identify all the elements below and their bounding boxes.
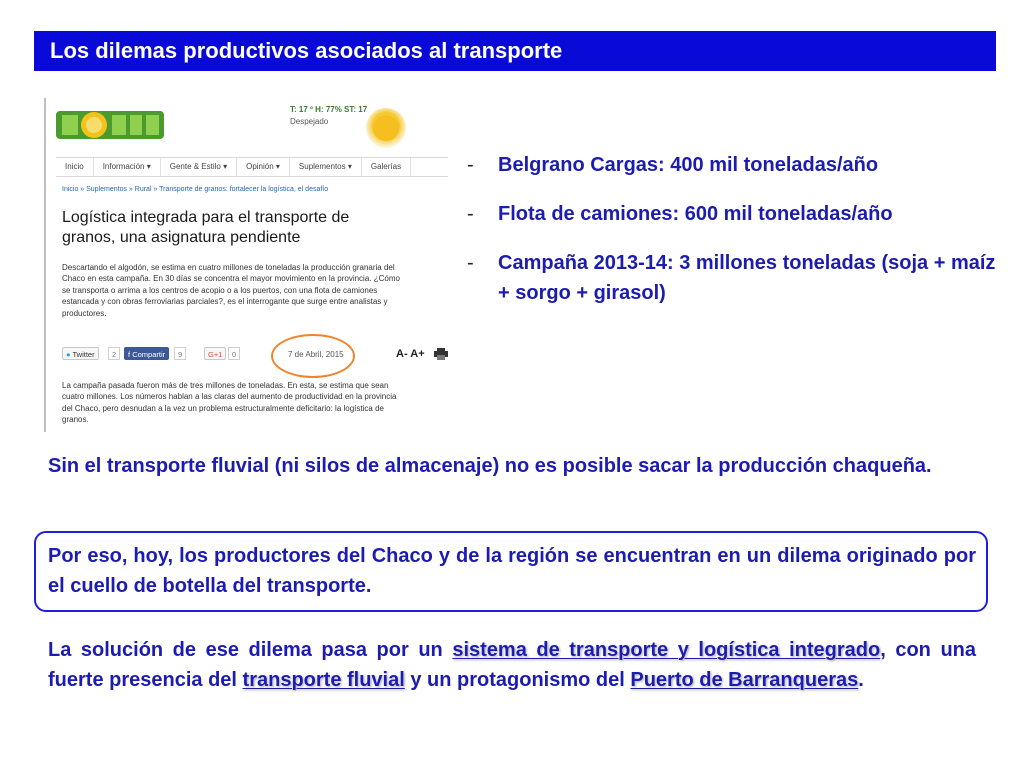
printer-icon[interactable] xyxy=(434,348,448,360)
gplus-button[interactable]: G+1 xyxy=(204,347,226,360)
highlight-transporte-fluvial: transporte fluvial xyxy=(242,669,405,691)
social-bar xyxy=(62,346,434,364)
bullet-text: Flota de camiones: 600 mil toneladas/año xyxy=(498,203,893,225)
bullet-dash: - xyxy=(467,154,474,176)
weather-widget xyxy=(290,104,367,128)
twitter-icon: ● xyxy=(66,350,71,359)
facebook-button[interactable] xyxy=(124,347,169,360)
facebook-label: Compartir xyxy=(132,350,166,359)
weather-temps: T: 17 º H: 77% ST: 17 xyxy=(290,105,368,114)
paragraph-solucion xyxy=(48,635,976,695)
nav-item-galerias[interactable]: Galerías xyxy=(362,158,411,176)
bullet-campana xyxy=(467,248,997,308)
slide-title: Los dilemas productivos asociados al transporte xyxy=(34,31,996,71)
date-highlight-circle xyxy=(271,334,355,378)
nav-item-gente-estilo[interactable]: Gente & Estilo ▾ xyxy=(161,158,237,176)
bullet-flota-camiones xyxy=(467,199,997,229)
paragraph-dilema: Por eso, hoy, los productores del Chaco y de la región se encuentran en un dilema originado por el cuello de botella del transporte. xyxy=(48,545,976,597)
breadcrumb[interactable]: Inicio » Suplementos » Rural » Transporte de granos: fortalecer la logística, el desafío xyxy=(62,186,329,193)
highlight-sistema-transporte: sistema de transporte y logística integrado xyxy=(452,639,881,661)
news-nav-bar xyxy=(56,157,448,177)
stats-list xyxy=(467,150,997,327)
paragraph-transporte-fluvial: Sin el transporte fluvial (ni silos de almacenaje) no es posible sacar la producción chaqueña. xyxy=(48,455,932,477)
norte-logo xyxy=(56,105,164,145)
facebook-icon: f xyxy=(128,350,131,359)
article-paragraph-2: La campaña pasada fueron más de tres millones de toneladas. En esta, se estima que sean cuatro millones. Los números hablan a las claras del aumento de productividad en la provincia del Chaco, pero desnudan a la vez un problema estructuralmente deficitario: la logística de granos. xyxy=(62,381,397,425)
twitter-button[interactable] xyxy=(62,347,99,360)
highlight-puerto-barranqueras: Puerto de Barranqueras xyxy=(630,669,859,691)
nav-item-inicio[interactable]: Inicio xyxy=(56,158,94,176)
weather-condition: Despejado xyxy=(290,117,329,126)
bullet-belgrano-cargas xyxy=(467,150,997,180)
bullet-dash: - xyxy=(467,203,474,225)
nav-item-suplementos[interactable]: Suplementos ▾ xyxy=(290,158,362,176)
nav-item-opinion[interactable]: Opinión ▾ xyxy=(237,158,290,176)
bullet-text: Campaña 2013-14: 3 millones toneladas (soja + maíz + sorgo + girasol) xyxy=(498,252,996,304)
twitter-label: Twitter xyxy=(72,350,95,359)
twitter-count: 2 xyxy=(108,347,120,360)
solucion-text-1: La solución de ese dilema pasa por un xyxy=(48,639,453,661)
article-paragraph-1: Descartando el algodón, se estima en cuatro millones de toneladas la producción granaria del Chaco en esta campaña. En 30 días se concentra el mayor movimiento en la provincia. ¿Cómo se transporta o arrima a los centros de acopio o a los puertos, con una flota de camiones estancada y con obras ferroviarias parciales?, es el interrogante que surge entre analistas y productores. xyxy=(62,263,400,318)
solucion-text-2: , con una fuerte presencia del xyxy=(48,639,977,691)
facebook-count: 9 xyxy=(174,347,186,360)
article-date: 7 de Abril, 2015 xyxy=(288,350,344,359)
nav-item-informacion[interactable]: Información ▾ xyxy=(94,158,161,176)
gplus-count: 0 xyxy=(228,347,240,360)
news-article-screenshot xyxy=(44,98,448,432)
article-headline: Logística integrada para el transporte de granos, una asignatura pendiente xyxy=(62,209,350,246)
bullet-text: Belgrano Cargas: 400 mil toneladas/año xyxy=(498,154,879,176)
solucion-text-4: . xyxy=(858,669,864,691)
solucion-text-3: y un protagonismo del xyxy=(404,669,631,691)
sun-icon xyxy=(364,106,408,150)
font-size-controls[interactable]: A- A+ xyxy=(396,348,425,360)
bullet-dash: - xyxy=(467,252,474,274)
